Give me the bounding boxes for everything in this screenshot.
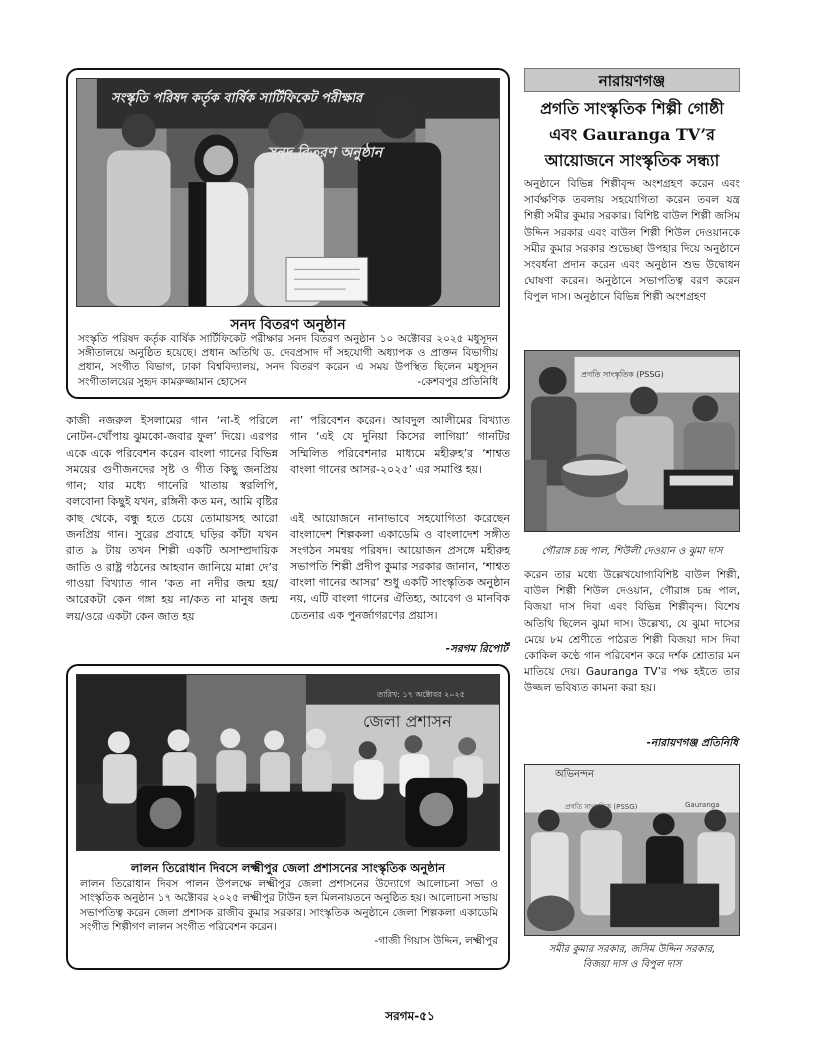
headline-line-2: এবং Gauranga TV’র (549, 125, 715, 144)
page-number-label: সরগম-৫১ (385, 1009, 435, 1023)
lalon-photo-date-text: তারিখ: ১৭ অক্টোবর ২০২৫ (377, 690, 465, 699)
right-article-byline: -নারায়ণগঞ্জ প্রতিনিধি (646, 737, 738, 749)
ceremony-banner-subtext: সনদ বিতরণ অনুষ্ঠান (267, 145, 383, 161)
right-article-body-2: করেন তার মধ্যে উল্লেখযোগ্যবিশিষ্ট বাউল শিল্পী, বাউল শিল্পী শিউল দেওয়ান, গৌরাঙ্গ চন্দ্র পাল, বিজয়া দাস দিবা এবং বিভিন্ন শিল্পীবৃন্দ। বিশেষ অতিথি ছিলেন ঝুমা দাস। উল্লেখ্য, যে ঝুমা দাসের মেয়ে ৮ম শ্রেণীতে পাঠরত শিল্পী বিজয়া দাস দিবা কোকিল কণ্ঠে গান পরিবেশন করে দর্শক শ্রোতার মন মাতিয়ে দেয়। Gauranga TV’র পক্ষ হইতে তার উজ্জল ভবিষ্যত কামনা করা হয়। (524, 569, 740, 695)
top-feature-title: সনদ বিতরণ অনুষ্ঠান (230, 317, 346, 333)
bottom-feature-byline: -গাজী গিয়াস উদ্দিন, লক্ষ্মীপুর (374, 935, 498, 947)
naryanganj-artists-photo-1 (524, 350, 740, 532)
mid-article-byline: -সরগম রিপোর্ট (445, 643, 508, 655)
artists-photo-2-art (525, 765, 739, 935)
mid-article-column-2-para-2: এই আয়োজনে নানাভাবে সহযোগিতা করেছেন বাংলাদেশ শিল্পকলা একাডেমি ও বাংলাদেশ সঙ্গীত সংগঠন সমন্বয় পরিষদ। আয়োজন প্রসঙ্গে মহীরুহ সভাপতি শিল্পী প্রদীপ কুমার সরকার জানান, ‘শাশ্বত বাংলা গানের আসর’ শুধু একটি সাংস্কৃতিক অনুষ্ঠান নয়, এটি বাংলা গানের ঐতিহ্য, আবেগ ও মানবিক চেতনার এক পুনর্জাগরণের প্রয়াস। (290, 512, 510, 622)
bottom-feature-title: লালন তিরোধান দিবসে লক্ষ্মীপুর জেলা প্রশাসনের সাংস্কৃতিক অনুষ্ঠান (130, 861, 446, 875)
photo-2-sign-text-2: Gauranga (685, 801, 720, 809)
mid-article-column-2-para-1: না’ পরিবেশন করেন। আবদুল আলীমের বিখ্যাত গান ‘এই যে দুনিয়া কিসের লাগিয়া’ গানটির সম্মিলিত পরিবেশনার মাধ্যমে মহীরুহ’র ‘শাশ্বত বাংলা গানের আসর-২০২৫’ এর সমাপ্তি হয়। (290, 414, 510, 476)
photo-1-caption: গৌরাঙ্গ চন্দ্র পাল, শিউলী দেওয়ান ও ঝুমা দাস (541, 546, 723, 557)
lalon-program-photo (76, 674, 500, 851)
mid-article-column-1: কাজী নজরুল ইসলামের গান ‘না-ই পরিলে নোটন-খোঁপায় ঝুমকো-জবার ফুল’ দিয়ে। এরপর একে একে পরিবেশন করেন বাংলা গানের বিভিন্ন সময়ের গুণীজনদের সৃষ্ট ও গীত কিছু জনপ্রিয় গান; যার মধ্যে গানেরি খাতায় স্বরলিপি, বলবোনা কিছুই যখন, রঙ্গিনী কত মন, আমি বৃষ্টির কাছ থেকে, বন্ধু হতে চেয়ে তোমায়সহ আরো জনপ্রিয় গান। সুরের প্রবাহে ঘড়ির কাঁটা যখন রাত ৯ টায় তখন শিল্পী একটি অসাম্প্রদায়িক জাতি ও রাষ্ট্র গঠনের আহবান জানিয়ে মান্না দে’র গাওয়া বিখ্যাত গান ‘কত না নদীর জন্ম হয়/আরেকটা কেন গঙ্গা হয় না/কত না মানুষ জন্ম লয়/ওরে একটা কেন জাত হয় (66, 414, 278, 623)
certificate-ceremony-photo (76, 78, 500, 307)
naryanganj-artists-photo-2 (524, 764, 740, 936)
top-feature-byline: -কেশবপুর প্রতিনিধি (417, 376, 498, 388)
headline-line-1: প্রগতি সাংস্কৃতিক শিল্পী গোষ্ঠী (540, 99, 724, 118)
ceremony-banner-text: সংস্কৃতি পরিষদ কর্তৃক বার্ষিক সার্টিফিকেট পরীক্ষার (111, 91, 363, 106)
section-label: নারায়ণগঞ্জ (598, 72, 666, 90)
top-feature-body: সংস্কৃতি পরিষদ কর্তৃক বার্ষিক সার্টিফিকেট পরীক্ষার সনদ বিতরণ অনুষ্ঠান ১০ অক্টোবর ২০২৫ মধুসূদন সঙ্গীতালয়ে অনুষ্ঠিত হয়েছে। প্রধান অতিথি ড. দেবপ্রসাদ দাঁ সহযোগী অধ্যাপক ও প্রাক্তন বিভাগীয় প্রধান, সংগীত বিভাগ, ঢাকা বিশ্ববিদ্যালয়, সনদ বিতরণ করেন এ সময় উপস্থিত ছিলেন মধুসূদন সংগীতালয়ের সুহৃদ কামরুজ্জামান হোসেন (78, 333, 498, 388)
headline-line-3: আয়োজনে সাংস্কৃতিক সন্ধ্যা (544, 151, 720, 170)
photo-1-banner-text: প্রগতি সাংস্কৃতিক (PSSG) (581, 370, 664, 379)
lalon-photo-banner-text: জেলা প্রশাসন (363, 712, 452, 731)
right-article-body-1: অনুষ্ঠানে বিভিন্ন শিল্পীবৃন্দ অংশগ্রহণ করেন এবং সার্বক্ষণিক তবলায় সহযোগিতা করেন তবল যন্ত্র শিল্পী সমীর কুমার সরকার। বিশিষ্ট বাউল শিল্পী জসিম উদ্দিন সরকার এবং বাউল শিল্পী শিউল দেওয়ানকে সমীর কুমার সরকার শুভেচ্ছা উপহার দিয়ে অনুষ্ঠানে সংবর্ধনা প্রদান করেন এবং অনুষ্ঠান শুভ উদ্বোধন ঘোষণা করেন। অনুষ্ঠানে সভাপতিত্ব বরণ করেন বিপুল দাস। অনুষ্ঠানে বিভিন্ন শিল্পী অংশগ্রহণ (524, 178, 740, 304)
bottom-feature-body: লালন তিরোধান দিবস পালন উপলক্ষে লক্ষ্মীপুর জেলা প্রশাসনের উদ্যোগে আলোচনা সভা ও সাংস্কৃতিক অনুষ্ঠান ১৭ অক্টোবর ২০২৫ লক্ষ্মীপুর টাউন হল মিলনায়তনে অনুষ্ঠিত হয়। আলোচনা সভায় সভাপতিত্ব করেন জেলা প্রশাসক রাজীব কুমার সরকার। সাংস্কৃতিক অনুষ্ঠানে জেলা শিল্পকলা একাডেমি সংগীত শিল্পীগণ লালন সংগীত পরিবেশন করেন। (80, 878, 498, 933)
photo-2-caption-line-1: সমীর কুমার সরকার, জসিম উদ্দিন সরকার, (548, 944, 716, 955)
photo-2-caption-line-2: বিজয়া দাস ও বিপুল দাস (582, 959, 682, 970)
photo-2-sign-text-1: প্রগতি সাংস্কৃতিক (PSSG) (565, 803, 638, 811)
photo-2-banner-text: অভিনন্দন (555, 769, 594, 780)
ceremony-photo-art (77, 79, 499, 306)
